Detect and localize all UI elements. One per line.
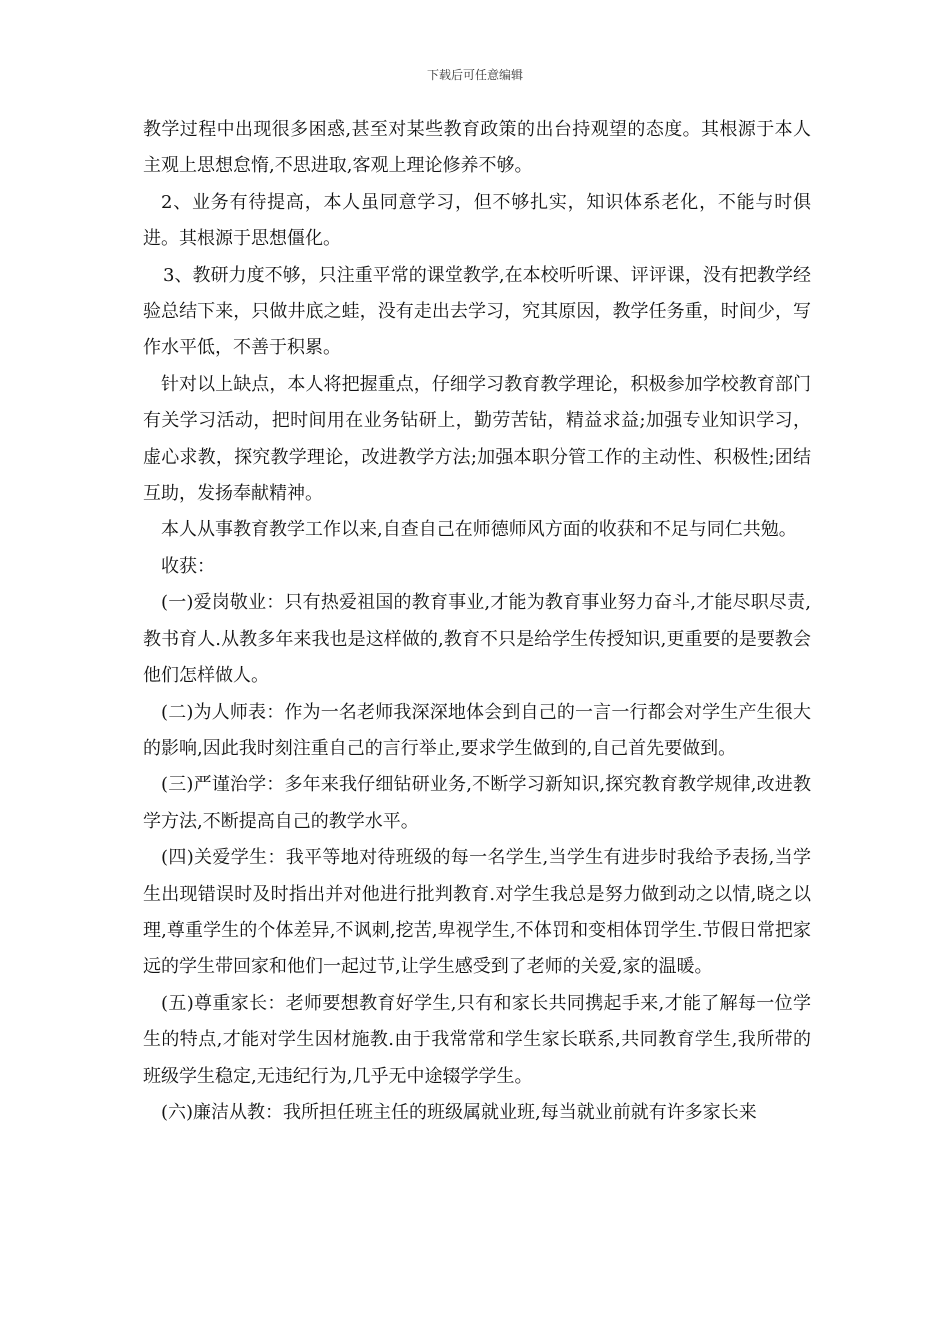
paragraph-9: (三)严谨治学：多年来我仔细钻研业务,不断学习新知识,探究教育教学规律,改进教学方法,不断提高自己的教学水平。: [143, 774, 811, 832]
paragraph-3: 3、教研力度不够，只注重平常的课堂教学,在本校听听课、评评课，没有把教学经验总结下来，只做井底之蛙，没有走出去学习，究其原因，教学任务重，时间少，写作水平低，不善于积累。: [143, 264, 811, 359]
paragraph-4: 针对以上缺点，本人将把握重点，仔细学习教育教学理论，积极参加学校教育部门有关学习活动，把时间用在业务钻研上，勤劳苦钻，精益求益;加强专业知识学习，虚心求教，探究教学理论，改进教学方法;加强本职分管工作的主动性、积极性;团结互助，发扬奉献精神。: [143, 373, 812, 505]
paragraph-10: (四)关爱学生：我平等地对待班级的每一名学生,当学生有进步时我给予表扬,当学生出现错误时及时指出并对他进行批判教育.对学生我总是努力做到动之以情,晓之以理,尊重学生的个体差异,不讽刺,挖苦,卑视学生,不体罚和变相体罚学生.节假日常把家远的学生带回家和他们一起过节,让学生感受到了老师的关爱,家的温暖。: [143, 847, 811, 978]
paragraph-2: 2、业务有待提高，本人虽同意学习，但不够扎实，知识体系老化，不能与时俱进。其根源于思想僵化。: [143, 191, 811, 250]
paragraph-8: (二)为人师表：作为一名老师我深深地体会到自己的一言一行都会对学生产生很大的影响,因此我时刻注重自己的言行举止,要求学生做到的,自己首先要做到。: [143, 701, 811, 759]
paragraph-12: (六)廉洁从教：我所担任班主任的班级属就业班,每当就业前就有许多家长来: [161, 1101, 757, 1123]
document-body: [143, 112, 811, 1131]
paragraph-1: 教学过程中出现很多困惑,甚至对某些教育政策的出台持观望的态度。其根源于本人主观上思想怠惰,不思进取,客观上理论修养不够。: [143, 119, 811, 177]
paragraph-7: (一)爱岗敬业：只有热爱祖国的教育事业,才能为教育事业努力奋斗,才能尽职尽责,教书育人.从教多年来我也是这样做的,教育不只是给学生传授知识,更重要的是要教会他们怎样做人。: [143, 592, 811, 687]
paragraph-11: (五)尊重家长：老师要想教育好学生,只有和家长共同携起手来,才能了解每一位学生的特点,才能对学生因材施教.由于我常常和学生家长联系,共同教育学生,我所带的班级学生稳定,无违纪行为,几乎无中途辍学学生。: [143, 992, 811, 1087]
paragraph-5: 本人从事教育教学工作以来,自查自己在师德师风方面的收获和不足与同仁共勉。: [161, 519, 797, 541]
paragraph-6: 收获：: [161, 555, 215, 577]
page-header-note: 下载后可任意编辑: [426, 68, 523, 82]
